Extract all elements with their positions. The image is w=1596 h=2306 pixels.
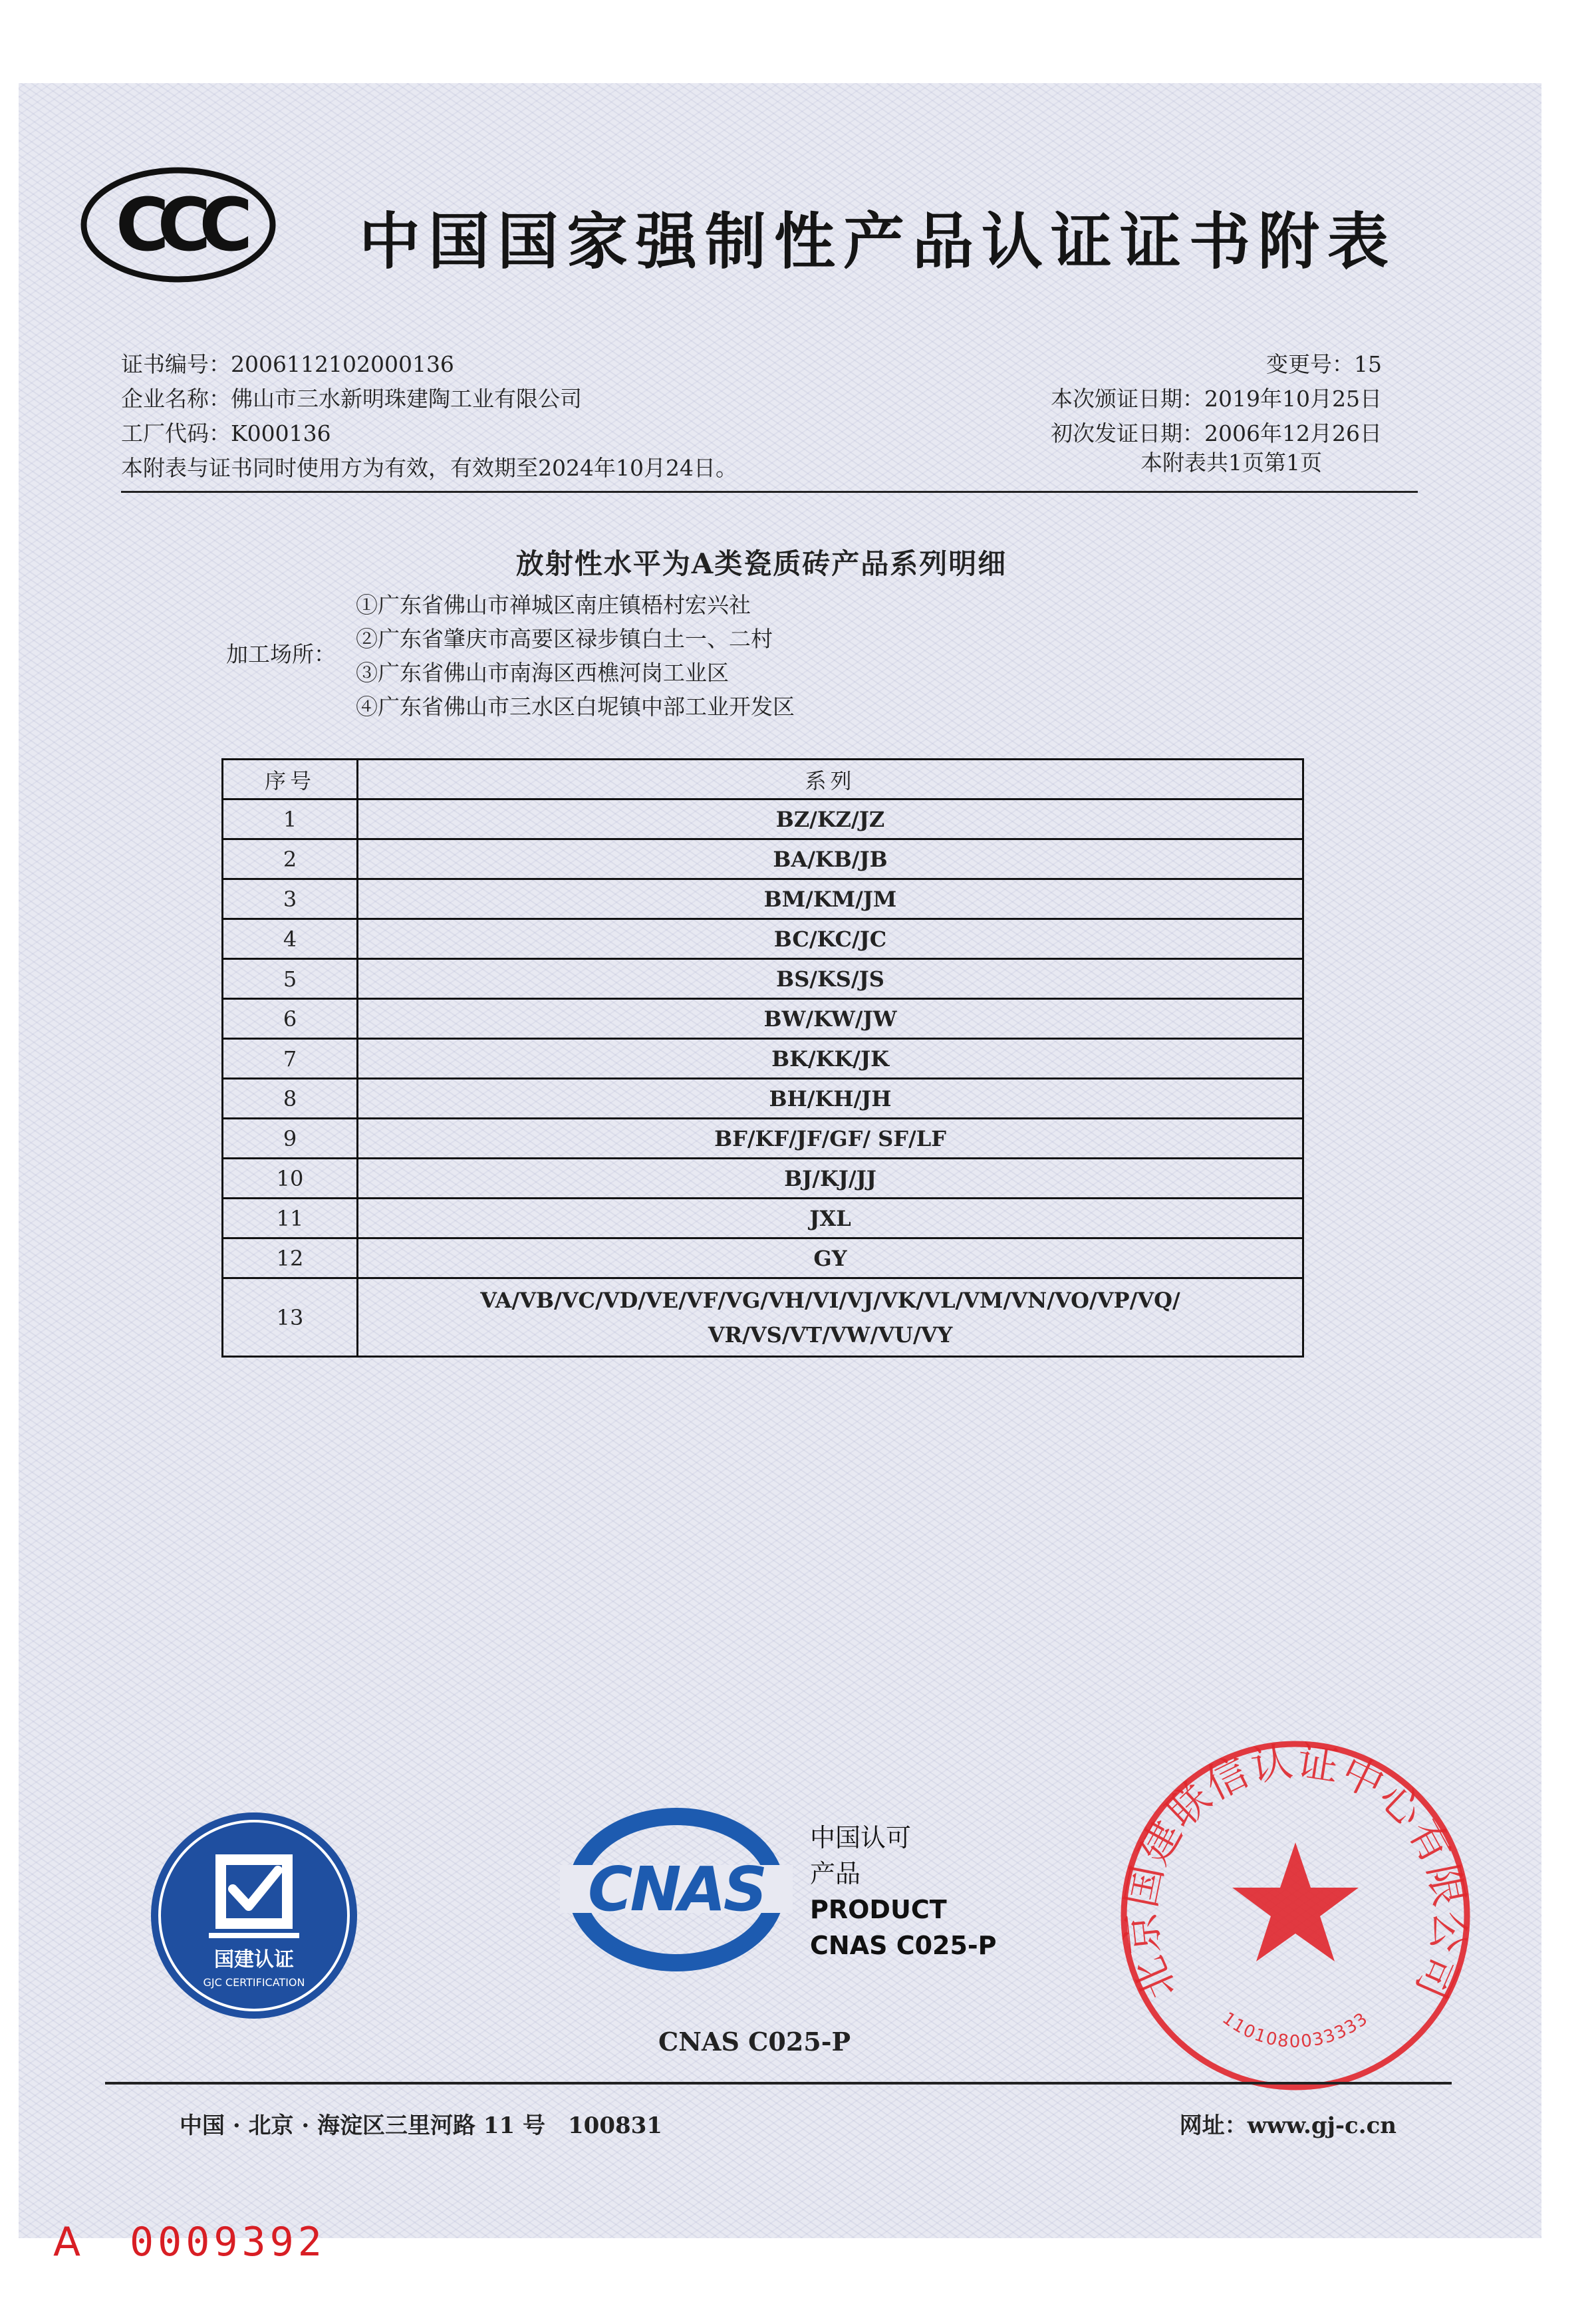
table-row xyxy=(223,799,1303,839)
cert-no-label: 证书编号： xyxy=(121,351,231,377)
factory-code-row xyxy=(121,416,331,448)
cnas-en-line: PRODUCT xyxy=(810,1895,947,1924)
table-row xyxy=(223,1159,1303,1199)
table-row xyxy=(223,839,1303,879)
row-no: 7 xyxy=(223,1039,358,1079)
footer-divider xyxy=(105,2082,1452,2085)
row-series: BJ/KJ/JJ xyxy=(358,1159,1303,1199)
change-no-label: 变更号： xyxy=(1266,351,1354,377)
table-row xyxy=(223,1079,1303,1119)
row-no: 5 xyxy=(223,959,358,999)
site-item: ④广东省佛山市三水区白坭镇中部工业开发区 xyxy=(356,694,795,720)
row-series: JXL xyxy=(358,1199,1303,1238)
ccc-logo xyxy=(78,165,278,285)
col-no-header: 序号 xyxy=(223,760,358,799)
table-header-row xyxy=(223,760,1303,799)
row-series: BF/KF/JF/GF/ SF/LF xyxy=(358,1119,1303,1159)
change-no: 15 xyxy=(1354,351,1382,377)
cnas-logo xyxy=(553,1806,799,1973)
row-no: 6 xyxy=(223,999,358,1039)
company-name: 佛山市三水新明珠建陶工业有限公司 xyxy=(231,386,582,412)
cnas-en-line: CNAS C025-P xyxy=(810,1931,997,1960)
svg-text:CCC: CCC xyxy=(115,182,241,267)
row-no: 3 xyxy=(223,879,358,919)
row-series: BS/KS/JS xyxy=(358,959,1303,999)
cert-no-row xyxy=(121,347,454,378)
company-label: 企业名称： xyxy=(121,386,231,412)
row-no: 9 xyxy=(223,1119,358,1159)
table-row xyxy=(223,1039,1303,1079)
site-item: ①广东省佛山市禅城区南庄镇梧村宏兴社 xyxy=(356,592,751,618)
row-series-line: VA/VB/VC/VD/VE/VF/VG/VH/VI/VJ/VK/VL/VM/VN/VO/VP/VQ/ xyxy=(480,1287,1180,1313)
serial-prefix: A xyxy=(53,2219,81,2265)
row-no: 8 xyxy=(223,1079,358,1119)
header-divider xyxy=(121,491,1418,493)
cnas-cn-line: 中国认可 xyxy=(810,1823,912,1852)
official-seal xyxy=(1109,1729,1482,2102)
row-series xyxy=(358,1278,1303,1357)
change-no-row xyxy=(1266,347,1382,378)
row-no: 4 xyxy=(223,919,358,959)
row-series: BH/KH/JH xyxy=(358,1079,1303,1119)
row-series: BC/KC/JC xyxy=(358,919,1303,959)
site-item: ③广东省佛山市南海区西樵河岗工业区 xyxy=(356,660,729,686)
company-row xyxy=(121,382,582,413)
row-series: BW/KW/JW xyxy=(358,999,1303,1039)
sites-label: 加工场所： xyxy=(226,641,336,667)
issue-date-row xyxy=(1051,382,1382,413)
row-no: 11 xyxy=(223,1199,358,1238)
row-no: 1 xyxy=(223,799,358,839)
issue-date-label: 本次颁证日期： xyxy=(1051,386,1205,412)
series-table xyxy=(221,758,1304,1358)
table-row xyxy=(223,1278,1303,1357)
table-row xyxy=(223,1199,1303,1238)
cnas-code: CNAS C025-P xyxy=(658,2027,851,2057)
table-row xyxy=(223,1119,1303,1159)
row-series: BK/KK/JK xyxy=(358,1039,1303,1079)
document-title: 中国国家强制性产品认证证书附表 xyxy=(359,206,1397,277)
table-row xyxy=(223,1238,1303,1278)
row-series: BA/KB/JB xyxy=(358,839,1303,879)
row-no: 2 xyxy=(223,839,358,879)
row-series-line: VR/VS/VT/VW/VU/VY xyxy=(708,1322,953,1348)
first-issue-date: 2006年12月26日 xyxy=(1204,420,1382,446)
cnas-description xyxy=(810,1820,997,1963)
row-series: BM/KM/JM xyxy=(358,879,1303,919)
row-no: 10 xyxy=(223,1159,358,1199)
cnas-cn-line: 产品 xyxy=(810,1859,861,1888)
table-row xyxy=(223,879,1303,919)
gjc-certification-logo xyxy=(148,1809,360,2022)
validity-note: 本附表与证书同时使用方为有效，有效期至2024年10月24日。 xyxy=(121,455,737,481)
svg-text:GJC CERTIFICATION: GJC CERTIFICATION xyxy=(203,1976,305,1989)
svg-text:北京国建联信认证中心有限公司: 北京国建联信认证中心有限公司 xyxy=(1116,1736,1475,2007)
row-series: BZ/KZ/JZ xyxy=(358,799,1303,839)
site-item: ②广东省肇庆市高要区禄步镇白土一、二村 xyxy=(356,626,773,652)
row-series: GY xyxy=(358,1238,1303,1278)
table-row xyxy=(223,919,1303,959)
row-no: 12 xyxy=(223,1238,358,1278)
page-count: 本附表共1页第1页 xyxy=(1140,450,1322,476)
first-issue-label: 初次发证日期： xyxy=(1051,420,1205,446)
footer-address: 中国 · 北京 · 海淀区三里河路 11 号 100831 xyxy=(180,2112,662,2139)
svg-text:1101080033333: 1101080033333 xyxy=(1218,2008,1373,2052)
col-series-header: 系列 xyxy=(358,760,1303,799)
issue-date: 2019年10月25日 xyxy=(1204,386,1382,412)
svg-text:CNAS: CNAS xyxy=(588,1854,765,1925)
footer-website: 网址：www.gj-c.cn xyxy=(1179,2112,1396,2139)
first-issue-row xyxy=(1051,416,1382,448)
row-no: 13 xyxy=(223,1278,358,1357)
table-row xyxy=(223,959,1303,999)
serial-number: 0009392 xyxy=(130,2219,326,2265)
cert-no: 2006112102000136 xyxy=(231,351,454,377)
table-subtitle: 放射性水平为A类瓷质砖产品系列明细 xyxy=(515,547,1007,580)
table-row xyxy=(223,999,1303,1039)
factory-code: K000136 xyxy=(231,420,331,446)
factory-code-label: 工厂代码： xyxy=(121,420,231,446)
svg-text:国建认证: 国建认证 xyxy=(214,1948,294,1971)
